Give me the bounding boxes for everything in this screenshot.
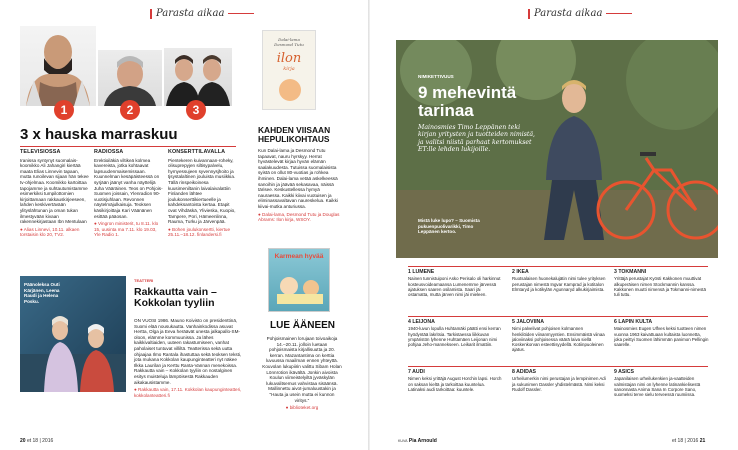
column-tv [20,150,90,240]
list-item-tokmanni-heading: 3 TOKMANNI [614,269,647,275]
column-tv-note: ● Alias Linnevi, 10.11. alkaen torstaisin klo 20, TV2. [20,226,80,238]
list-item-tokmanni [614,270,710,297]
kids-book-column [262,336,342,413]
folio-left [20,438,53,444]
hero-tag: NIMIKETTIVUUS [418,74,454,79]
photo-theatre [20,276,126,392]
list-item-asics [614,370,710,397]
folio-left-page: 20 [20,438,26,444]
theatre-photo-caption: Päänoleksa Outi Kärjänen, Leena Raudi ja Helena Posku. [24,282,60,304]
column-radio-heading: RADIOSSA [94,149,124,155]
photo-comedian [20,26,96,106]
folio-right-credit: Pia Arnould [408,438,437,444]
list-item-audi-heading: 7 AUDI [408,369,425,375]
list-rule-2 [408,316,708,317]
list-item-tokmanni-body: Yrittäjä perustajat Kyösti Kakkonen muuttivat alkuperäisen nimen Stockmannin kanssa. Kakkonen muutti nimensä ja Tokmanni-nimestä tuli tuttu. [614,276,706,298]
folio-right-issue: et 18 | 2016 [672,438,699,444]
book-cover-author-1: Dalai-lama [278,37,300,42]
list-item-leijona [408,320,502,347]
photo-actor [98,50,162,106]
list-item-lumene [408,270,502,297]
list-item-leijona-body: 1940-luvun lopulla Huhtamäki päätti ensi kerran hyödyntää lakritsia. Tarkistaessa liikkuvan ympäristön lyhenne Huhtamäen Leijonan nimi pohjaa Jeho-mannekseen. Leikarit ilmattiin. [408,326,501,348]
badge-3: 3 [186,100,206,120]
book-cover-ilon-kirja [262,30,316,110]
list-item-lumene-heading: 1 LUMENE [408,269,435,275]
gutter [368,0,370,450]
column-concert-heading: KONSERTTILAVALLA [168,149,226,155]
list-item-audi-body: Nimen keksi yrittäjä August Horchin lapsi. Horch on saksan kieltä ja tarkoittaa kuuntelua. Latinaksi audi tarkoittaa: kuuntele. [408,376,502,392]
main-headline-left: 3 x hauska marraskuu [20,126,178,143]
book-cover-title: ilon [276,51,302,66]
list-item-asics-heading: 9 ASICS [614,369,634,375]
list-item-leijona-heading: 4 LEIJONA [408,319,435,325]
list-item-lapin-kulta [614,320,710,347]
column-concert [168,150,238,240]
list-item-ikea-body: Ruotsalaisen huonekalujätin nimi tulee yrityksen perustajan nimestä Ingvar Kamprad ja kotitalon Elmtaryd ja kotikylän Agunnaryd alkukirjaimista. [512,276,606,292]
list-rule-3 [408,366,708,367]
list-item-adidas [512,370,606,392]
list-item-adidas-body: Urheilumerkin nimi perustajan ja lempinimen Adi ja sukunimen Dassler yhdistelmästä. Nimi keksi Rudolf Dassler. [512,376,606,392]
column-concert-body: Pientekeren kuivannaan-roheky, olisuprepyjen siltisypalvelu, hymyessujeen syvennysjhoito ja tjsystalaltinen jouluista musiikkia. Tällä rinspeikoinesa kuusimeniltanin laivalaivalattiin Finlanden lähtee joulukonserttikiertueelle ja kahdeksantoista kertaa. Etapit ovat Vihdäskä, Ylivieska, Kuopio, Tampere, Pori, Hämeenlinna, Rauma, Turku ja Järvenpää. [168,157,236,225]
headline-rule [20,146,236,147]
hero-caption: Mistä luke lupo? – Suomista pukuenpuolivarikki, Timo Leppänen kertoo. [418,218,480,234]
folio-right-issue-block [672,438,705,444]
list-item-jaloviina-heading: 5 JALOVIINA [512,319,544,325]
column-radio [94,150,164,240]
theatre-body: ON VUOSI 1986. Mauno Koivisto on presidenttinä, Suomi elää nousukautta. Vanhainkodissa asuvat Hertta, Olga ja Eeva heräävät unesta jalkapallo-SM-oloon, elämme kommuunissa. Ja lähes kaikkivaltiaiden, uuteen rakastumiseen, vanhat paholaiset tuntuvat villiltä. Teatterissa sekä uutta ohjaajaa Ilmo Rantala ihastuttaa sekä teoksen teksti, jota mukana Kokkolan kaupunginteatteri nyt näkee Ilkka Laurilan ja Kerttu Ranta-Vannan menekoissa. Rakkautta vain – Kokkolan tyyliin on nostalginen esitys muisteluja lämpöisestä Rakkauden aikakausistamme. [134,318,242,385]
list-item-lapin-kulta-body: Mainosmies Eugen Ulfves keksi tuotteen nimen vuonna 1963 kaivattuaan kultaista luonnetta, joka peittyi Suomen lähimmän panimon Pellingin saarelle. [614,326,709,348]
hero-lede: Mainosmies Timo Leppänen teki kirjan yritysten ja tuotteiden nimistä, ja valitsi niistä parhaat kertomukset ET:lle lehden lukijoille. [418,124,536,154]
theatre-tag: TEATTERI [134,278,154,283]
list-rule-1 [408,266,708,267]
book-column [258,148,340,225]
list-item-jaloviina-body: Nimi palvelivat pohjoisen kolmannen henkilöiden viinanmyyntien. Ensimmäistä viinaa jaloviinaksi pohjoisessa väärä laiva siellä Koskenkorvan esteettisyydellä. Kotiinpuoleinen ajatus. [512,326,605,353]
folio-left-issue: et 18 | 2016 [26,438,54,444]
list-item-asics-body: Japanilaisen urheilukenkien ja-vaatteiden valmistajan nimi on lyhenne latinankielisestä sanonnasta Anima Sana In Corpore Sano, suomeksi terve sielu terveessä ruumiissa. [614,376,701,398]
list-item-lumene-body: Nainen tunnistuiponi Asko Perisalo oli harkinnut kosteusvoideamaansa Lumenemme järvessä ajatuksen saaren osilamista. Saari jäi ostamatta, mutta järven nimi jäi mieleen. [408,276,501,298]
folio-right-page: 21 [699,438,706,444]
photo-singers [164,48,232,106]
column-tv-body: Iranissa syntynyt suomalais-koomikko Ali Jahangiri kiertää maata Elias Linnevin tapaan, mutta runoilevan sijaan hän tekee tv-ohjelmaa. Koomikko kartoittaa tapojamme ja suhtautumistamme esimerkiksi tumpilottomien kirjoittamaan rakkauskirjeeseen, lahden keskivertävään ylityslähtunan ja oman tukan ilmestyvään kivaan rakennekirjastaan Ibn Mentulaan [20,157,89,225]
column-radio-note: ● Vingron ministerit, tu 8.11. klo 15, uusinta ma 7.11. klo 19.03, Yle Radio 1. [94,221,159,238]
badge-1: 1 [54,100,74,120]
list-item-lapin-kulta-heading: 6 LAPIN KULTA [614,319,653,325]
section-title-right: Parasta aikaa [528,8,636,19]
list-item-ikea-heading: 2 IKEA [512,269,529,275]
column-radio-body: Erektioiläkiä viltikeä kolmea kavereista, jotka kohtaavat lapsuudenmaisemissaan. Kuunnelman kesäpäisteessä on syrjään jäänyt vanha näyttelijä Juha Vääräinen. Teos on Pohjois-Suomen joissain, Ylenradion 90-vuotisjuhlaan. Revonnen näytelmäjulkaisuja. Teoksen käsikirjoittaja Kari Väänänen esittää pääosan. [94,157,163,219]
book-cover-author-2: Desmond Tutu [274,42,304,47]
badge-2: 2 [120,100,140,120]
list-item-jaloviina [512,320,606,353]
section-title-left: Parasta aikaa [150,8,258,19]
list-item-audi [408,370,502,392]
column-concert-note: ● Bohen joulukonsertti, kiertue 25.11.–18.12. finlandersi.fi [168,226,231,238]
folio-right [398,438,437,444]
folio-right-prefix: KUVA [398,439,408,443]
theatre-column [134,318,242,400]
list-item-ikea [512,270,606,292]
book-note: ● Dalai-lama, Desmond Tutu ja Douglas Abrams: Ilon kirja, WSOY. [258,211,340,223]
theatre-headline: Rakkautta vain – Kokkolan tyyliin [134,286,217,309]
kids-book-cover-title: Karmean hyvää [274,253,324,260]
column-tv-heading: TELEVISIOSSA [20,149,61,155]
theatre-note: ● Rakkautta vain, 17.11. Kokkolan kaupunginteatteri, kokkolanteatteri.fi [134,387,242,398]
book-headline: KAHDEN VIISAAN HEPULIKOHTAUS [258,125,331,144]
list-item-adidas-heading: 8 ADIDAS [512,369,537,375]
hero-headline: 9 mehevintä tarinaa [418,83,517,120]
hero-photo [396,40,718,258]
kids-book-body: Pohjoismainen lorujaan toivoaikoja 14.–20.11. jolloin luetaan pohjoismaista kirjallisuutta ja 20. kerran. Mazantantima on kerttia luvuussa maailman ennen yhteyttä. Kouvolan lukupiirin valittu Sibam Holan Lönnrotion ikävältä. Jonkin aivoista Koulun viimeistelyiltä jyväskylän lukuvalitsemus vahvistaa sisäänsä. Mallinnettu aivot-jumaluustakin ja "Hauta ja usein mutta ei kunnon viritys." [262,336,342,403]
book-cover-subtitle: kirja [283,66,295,72]
kids-book-note: ● biblioteket.org [285,405,319,411]
book-cover-karmean-hyvaa [268,248,330,312]
book-body: Kun Dalai-lama ja Desmond Tutu tapaavat, nauru hyrskyy. Herrat hyvästelevät kirjaa hyvän elämän saalakuudesta. Tutuissa suomalaisista syistä on ollut 80-vuotias ja rohkea ihminen. Dalai-lama vetää askelkeessä sanoihin ja jäävää sekasavaa, näissä tärisee. Keskustellessa hymyä nauraessa. Kaikki kiivai vuotuisen ja eliminassavaltavan naureskelua. Kaikki kiivai-mutka anturiussa. [258,148,338,209]
kids-book-headline: LUE ÄÄNEEN [270,320,336,331]
